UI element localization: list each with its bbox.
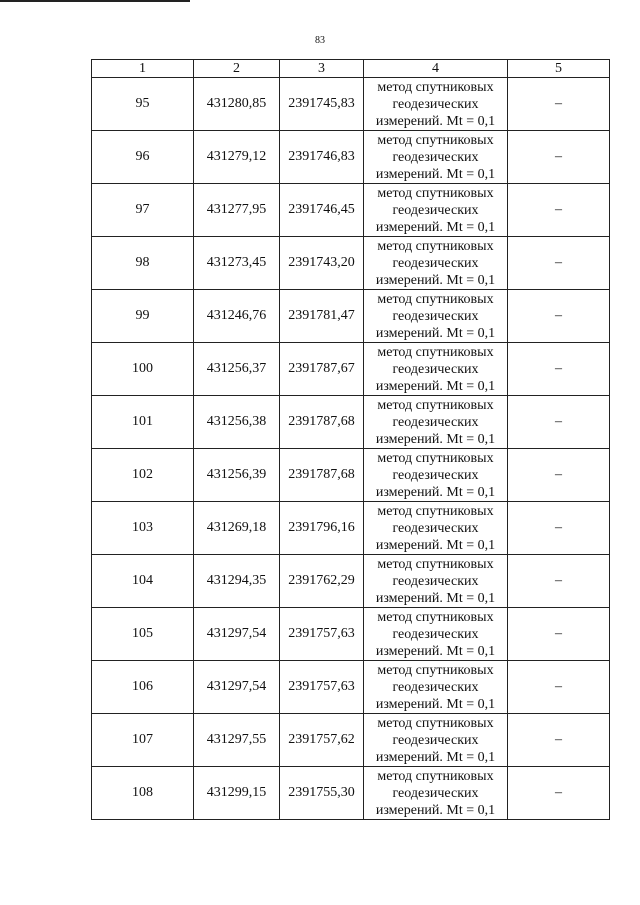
note-cell: – (508, 343, 610, 396)
method-cell (364, 343, 508, 396)
note-cell: – (508, 184, 610, 237)
coordinates-table (91, 59, 610, 820)
table-body (92, 78, 610, 820)
method-line: измерений. Mt = 0,1 (375, 219, 496, 235)
method-line: измерений. Mt = 0,1 (375, 113, 496, 129)
method-cell (364, 290, 508, 343)
method-line: геодезических (392, 679, 479, 695)
method-line: геодезических (392, 520, 479, 536)
point-number-cell: 101 (92, 396, 194, 449)
note-cell: – (508, 237, 610, 290)
note-cell: – (508, 131, 610, 184)
table-row (92, 184, 610, 237)
method-line: геодезических (392, 467, 479, 483)
point-number-cell: 98 (92, 237, 194, 290)
point-number-cell: 108 (92, 767, 194, 820)
method-line: метод спутниковых (377, 291, 494, 307)
method-cell (364, 131, 508, 184)
table-row (92, 290, 610, 343)
x-coordinate-cell: 431273,45 (194, 237, 280, 290)
method-cell (364, 449, 508, 502)
method-line: метод спутниковых (377, 715, 494, 731)
method-line: метод спутниковых (377, 556, 494, 572)
method-line: геодезических (392, 414, 479, 430)
table-row (92, 237, 610, 290)
note-cell: – (508, 78, 610, 131)
point-number-cell: 107 (92, 714, 194, 767)
y-coordinate-cell: 2391762,29 (280, 555, 364, 608)
method-line: измерений. Mt = 0,1 (375, 696, 496, 712)
method-cell (364, 184, 508, 237)
y-coordinate-cell: 2391743,20 (280, 237, 364, 290)
note-cell: – (508, 396, 610, 449)
x-coordinate-cell: 431280,85 (194, 78, 280, 131)
table-row (92, 502, 610, 555)
table-row (92, 767, 610, 820)
y-coordinate-cell: 2391757,63 (280, 661, 364, 714)
point-number-cell: 99 (92, 290, 194, 343)
x-coordinate-cell: 431297,54 (194, 608, 280, 661)
point-number-cell: 102 (92, 449, 194, 502)
method-line: метод спутниковых (377, 185, 494, 201)
table-row (92, 608, 610, 661)
y-coordinate-cell: 2391745,83 (280, 78, 364, 131)
table-row (92, 661, 610, 714)
method-line: метод спутниковых (377, 397, 494, 413)
note-cell: – (508, 502, 610, 555)
method-cell (364, 661, 508, 714)
method-line: измерений. Mt = 0,1 (375, 166, 496, 182)
point-number-cell: 97 (92, 184, 194, 237)
column-header-5: 5 (508, 60, 610, 78)
column-header-4: 4 (364, 60, 508, 78)
table-row (92, 343, 610, 396)
column-header-3: 3 (280, 60, 364, 78)
method-line: геодезических (392, 149, 479, 165)
method-line: геодезических (392, 308, 479, 324)
x-coordinate-cell: 431299,15 (194, 767, 280, 820)
x-coordinate-cell: 431269,18 (194, 502, 280, 555)
y-coordinate-cell: 2391787,67 (280, 343, 364, 396)
column-header-1: 1 (92, 60, 194, 78)
x-coordinate-cell: 431256,38 (194, 396, 280, 449)
method-line: измерений. Mt = 0,1 (375, 802, 496, 818)
method-line: геодезических (392, 202, 479, 218)
method-line: геодезических (392, 255, 479, 271)
x-coordinate-cell: 431297,54 (194, 661, 280, 714)
method-line: метод спутниковых (377, 132, 494, 148)
method-line: метод спутниковых (377, 79, 494, 95)
y-coordinate-cell: 2391787,68 (280, 449, 364, 502)
note-cell: – (508, 714, 610, 767)
point-number-cell: 96 (92, 131, 194, 184)
point-number-cell: 95 (92, 78, 194, 131)
table-row (92, 396, 610, 449)
method-line: метод спутниковых (377, 344, 494, 360)
method-line: геодезических (392, 96, 479, 112)
y-coordinate-cell: 2391746,45 (280, 184, 364, 237)
table-row (92, 449, 610, 502)
y-coordinate-cell: 2391781,47 (280, 290, 364, 343)
page-number: 83 (315, 35, 325, 46)
method-line: метод спутниковых (377, 450, 494, 466)
x-coordinate-cell: 431277,95 (194, 184, 280, 237)
method-line: измерений. Mt = 0,1 (375, 749, 496, 765)
method-line: геодезических (392, 785, 479, 801)
note-cell: – (508, 290, 610, 343)
note-cell: – (508, 661, 610, 714)
table-row (92, 131, 610, 184)
y-coordinate-cell: 2391746,83 (280, 131, 364, 184)
x-coordinate-cell: 431256,39 (194, 449, 280, 502)
column-header-2: 2 (194, 60, 280, 78)
x-coordinate-cell: 431294,35 (194, 555, 280, 608)
y-coordinate-cell: 2391757,63 (280, 608, 364, 661)
method-line: метод спутниковых (377, 503, 494, 519)
method-cell (364, 608, 508, 661)
x-coordinate-cell: 431279,12 (194, 131, 280, 184)
method-line: метод спутниковых (377, 238, 494, 254)
table-row (92, 78, 610, 131)
method-line: геодезических (392, 732, 479, 748)
method-line: метод спутниковых (377, 768, 494, 784)
method-line: геодезических (392, 573, 479, 589)
method-cell (364, 767, 508, 820)
method-cell (364, 78, 508, 131)
method-line: геодезических (392, 361, 479, 377)
method-line: измерений. Mt = 0,1 (375, 325, 496, 341)
method-line: измерений. Mt = 0,1 (375, 378, 496, 394)
method-line: метод спутниковых (377, 662, 494, 678)
point-number-cell: 105 (92, 608, 194, 661)
method-cell (364, 555, 508, 608)
note-cell: – (508, 555, 610, 608)
point-number-cell: 103 (92, 502, 194, 555)
y-coordinate-cell: 2391755,30 (280, 767, 364, 820)
method-line: измерений. Mt = 0,1 (375, 272, 496, 288)
x-coordinate-cell: 431246,76 (194, 290, 280, 343)
table-row (92, 714, 610, 767)
method-line: геодезических (392, 626, 479, 642)
note-cell: – (508, 449, 610, 502)
note-cell: – (508, 767, 610, 820)
table-header-row (92, 60, 610, 78)
note-cell: – (508, 608, 610, 661)
method-cell (364, 502, 508, 555)
method-cell (364, 714, 508, 767)
method-line: измерений. Mt = 0,1 (375, 537, 496, 553)
y-coordinate-cell: 2391787,68 (280, 396, 364, 449)
x-coordinate-cell: 431297,55 (194, 714, 280, 767)
method-line: измерений. Mt = 0,1 (375, 590, 496, 606)
method-line: измерений. Mt = 0,1 (375, 643, 496, 659)
table-row (92, 555, 610, 608)
method-line: метод спутниковых (377, 609, 494, 625)
y-coordinate-cell: 2391757,62 (280, 714, 364, 767)
method-line: измерений. Mt = 0,1 (375, 431, 496, 447)
point-number-cell: 106 (92, 661, 194, 714)
point-number-cell: 104 (92, 555, 194, 608)
x-coordinate-cell: 431256,37 (194, 343, 280, 396)
y-coordinate-cell: 2391796,16 (280, 502, 364, 555)
method-cell (364, 237, 508, 290)
method-cell (364, 396, 508, 449)
top-rule (0, 0, 190, 2)
method-line: измерений. Mt = 0,1 (375, 484, 496, 500)
point-number-cell: 100 (92, 343, 194, 396)
